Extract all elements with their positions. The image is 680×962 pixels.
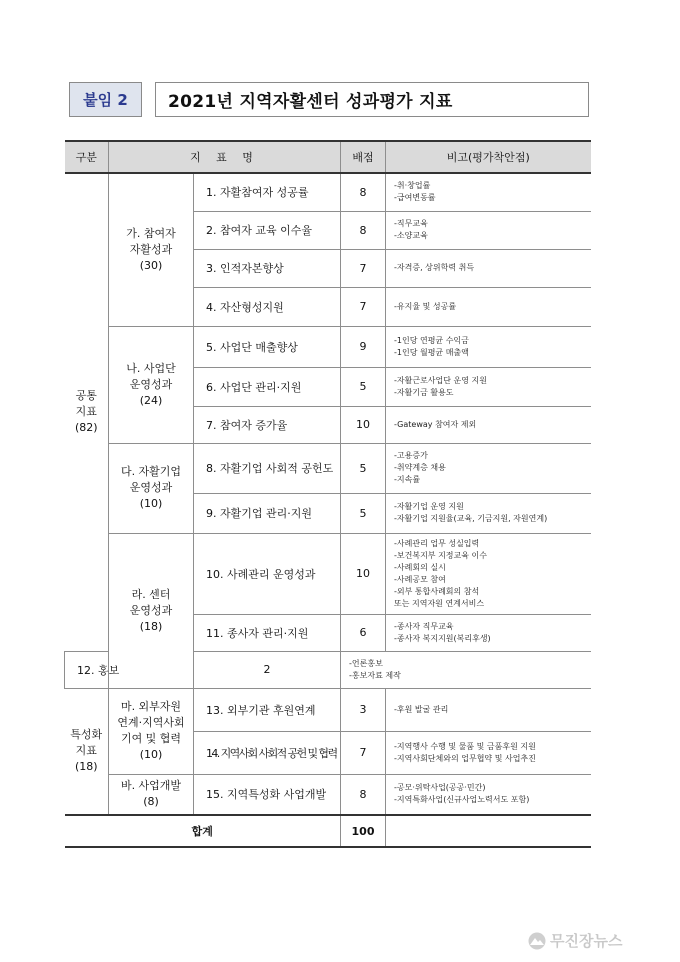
watermark-text: 무진장뉴스 [550,932,623,950]
col-header-note: 비고(평가착안점) [386,141,591,173]
note-line: -사례관리 업무 성실입력 [394,538,480,548]
subgroup-b [109,326,194,443]
note-line: -지역특화사업(신규사업노력서도 포함) [394,795,530,805]
subgroup-e [109,688,194,774]
label-line: 기여 및 협력 [120,732,182,745]
label-line: (30) [139,258,163,272]
note-line: -종사자 복지지원(복리후생) [394,633,491,643]
indicator-name: 4. 자산형성지원 [194,287,341,326]
indicator-note [386,731,591,774]
indicator-score: 7 [341,249,386,287]
label-line: (8) [143,795,159,809]
indicator-name: 8. 자활기업 사회적 공헌도 [194,443,341,493]
indicator-note [386,443,591,493]
group-common [65,173,109,651]
note-line: -1인당 연평균 수익금 [394,335,469,345]
note-line: -사례회의 실시 [394,562,446,572]
subgroup-c [109,443,194,533]
note-line: -언론홍보 [349,658,383,668]
indicator-score: 9 [341,326,386,367]
table-row [65,173,591,211]
note-line: -직무교육 [394,219,428,228]
mountain-logo-icon [528,932,546,950]
label-line: (10) [139,748,163,761]
note-line: -지속률 [394,475,421,484]
note-line: -1인당 월평균 매출액 [394,347,469,357]
label-line: 연계·지역사회 [117,716,185,729]
indicator-note [386,406,591,443]
indicator-score: 7 [341,731,386,774]
label-line: (18) [74,760,98,774]
label-line: 다. 자활기업 [120,465,182,478]
indicator-name: 11. 종사자 관리·지원 [194,614,341,651]
indicator-score: 7 [341,287,386,326]
indicator-score: 6 [341,614,386,651]
table-row [65,533,591,614]
label-line: (82) [74,421,98,435]
indicator-note [386,211,591,249]
label-line: 마. 외부자원 [120,700,182,713]
indicator-score: 5 [341,367,386,406]
indicator-score: 5 [341,493,386,533]
indicator-score: 3 [341,688,386,731]
label-line: 바. 사업개발 [120,779,182,793]
note-line: -Gateway 참여자 제외 [394,419,477,429]
note-line: -자격증, 상위학력 취득 [394,263,475,272]
note-line: -취약계층 채용 [394,463,446,472]
note-line: -홍보자료 제작 [349,670,401,680]
indicator-score: 10 [341,533,386,614]
label-line: (24) [139,393,163,407]
label-line: 자활성과 [129,242,173,256]
label-line: 운영성과 [129,481,173,494]
subgroup-a [109,173,194,326]
label-line: 공통 [75,389,97,403]
note-line: -유지율 및 성공률 [394,301,457,311]
indicator-note [386,326,591,367]
note-line: -보건복지부 지정교육 이수 [394,550,487,560]
col-header-score: 배점 [341,141,386,173]
indicator-score: 10 [341,406,386,443]
evaluation-table [64,140,591,848]
note-line: -자활기업 지원율(교육, 기금지원, 자원연계) [394,514,548,523]
note-line: -자활기금 활용도 [394,387,454,397]
note-line: -공모·위탁사업(공공·민간) [394,783,486,793]
total-row [65,815,591,847]
table-row [65,774,591,815]
note-line: -고용증가 [394,451,428,460]
document-title: 2021년 지역자활센터 성과평가 지표 [155,82,589,117]
table-row [65,326,591,367]
indicator-name: 1. 자활참여자 성공률 [194,173,341,211]
indicator-name: 12. 홍보 [65,651,109,688]
note-line: -취·창업률 [394,181,431,191]
note-line: -자활기업 운영 지원 [394,502,464,511]
note-line: -지역행사 수행 및 물품 및 금품후원 지원 [394,741,536,751]
total-label: 합계 [65,815,341,847]
indicator-name: 5. 사업단 매출향상 [194,326,341,367]
indicator-name: 15. 지역특성화 사업개발 [194,774,341,815]
indicator-note [386,614,591,651]
note-line: -자활근로사업단 운영 지원 [394,375,487,385]
indicator-note [386,367,591,406]
note-line: -지역사회단체와의 업무협약 및 사업추진 [394,753,536,763]
attachment-tag: 붙임 2 [69,82,142,117]
indicator-name: 3. 인적자본향상 [194,249,341,287]
watermark [528,930,622,951]
indicator-note [386,774,591,815]
indicator-name: 10. 사례관리 운영성과 [194,533,341,614]
label-line: 가. 참여자 [126,226,176,240]
indicator-note [341,651,401,688]
total-note-empty [386,815,591,847]
label-line: (10) [139,497,163,510]
indicator-name: 2. 참여자 교육 이수율 [194,211,341,249]
indicator-name: 14. 지역사회 사회적 공헌 및 협력 [194,731,341,774]
label-line: 지표 [75,405,97,419]
table-row [65,688,591,731]
indicator-note [386,173,591,211]
label-line: 운영성과 [129,377,173,391]
note-line: -사례공모 참여 [394,574,446,584]
subgroup-d [109,533,194,688]
note-line: -종사자 직무교육 [394,621,454,631]
label-line: 특성화 [70,728,103,742]
label-line: 지표 [75,744,97,758]
indicator-score: 8 [341,774,386,815]
label-line: 나. 사업단 [126,361,176,375]
indicator-name: 9. 자활기업 관리·지원 [194,493,341,533]
table-row [65,443,591,493]
indicator-score: 8 [341,211,386,249]
note-line: -급여변동률 [394,193,436,203]
group-special [65,688,109,815]
note-line: -외부 통합사례회의 참석 [394,586,480,596]
label-line: (18) [139,619,163,633]
total-score: 100 [341,815,386,847]
indicator-note [386,688,591,731]
indicator-score: 5 [341,443,386,493]
indicator-name: 6. 사업단 관리·지원 [194,367,341,406]
note-line: -소양교육 [394,231,428,240]
indicator-note [386,287,591,326]
indicator-note [386,493,591,533]
indicator-note [386,249,591,287]
table-header-row [65,141,591,173]
label-line: 운영성과 [129,603,173,617]
note-line: 또는 지역자원 연계서비스 [394,598,485,608]
indicator-score: 8 [341,173,386,211]
indicator-name: 13. 외부기관 후원연계 [194,688,341,731]
label-line: 라. 센터 [131,587,171,601]
indicator-score: 2 [194,651,341,688]
col-header-category: 구분 [65,141,109,173]
indicator-name: 7. 참여자 증가율 [194,406,341,443]
note-line: -후원 발굴 관리 [394,704,449,714]
col-header-indicator: 지 표 명 [109,141,341,173]
subgroup-f [109,774,194,815]
indicator-note [386,533,591,614]
